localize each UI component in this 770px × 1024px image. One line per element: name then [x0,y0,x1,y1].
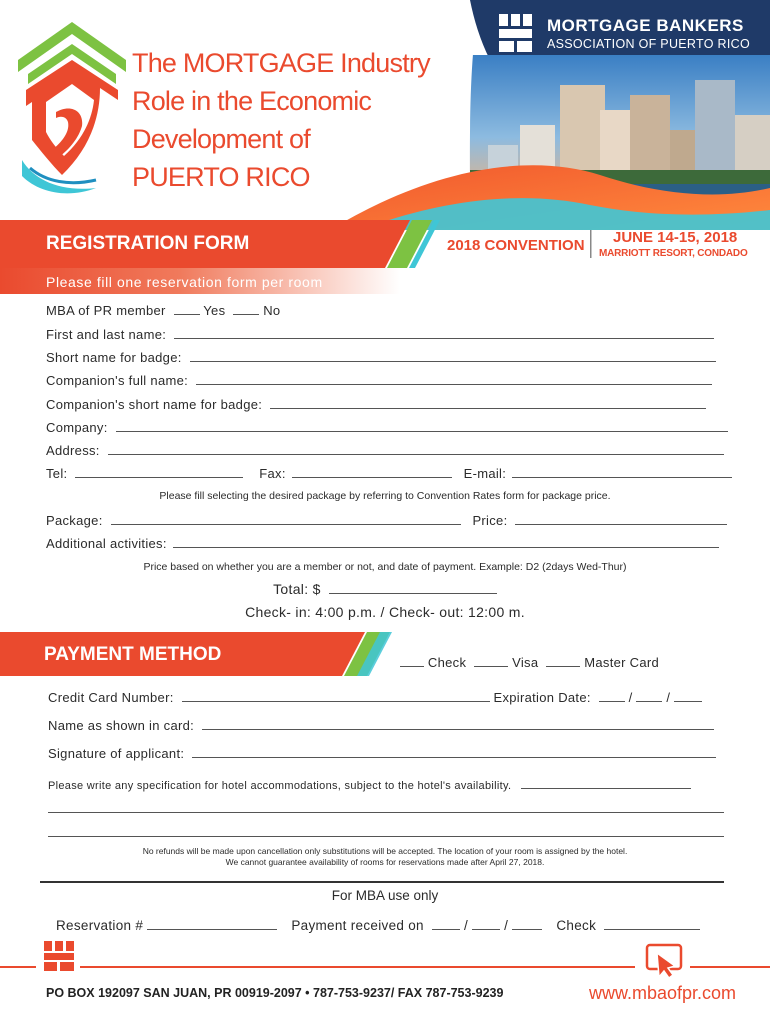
checkin-info: Check- in: 4:00 p.m. / Check- out: 12:00 m. [245,604,525,620]
companion-badge-row [46,396,706,412]
footer-mba-icon [44,941,74,971]
signature-label: Signature of applicant: [48,746,185,761]
title-line-3: Development of [132,124,310,154]
hotel-spec-label: Please write any specification for hotel accommodations, subject to the hotel's availability. [48,780,512,792]
org-name-line1: MORTGAGE BANKERS [547,16,744,35]
payment-type-row [400,654,659,670]
footer-line-main [80,966,635,968]
total-field[interactable] [329,581,497,594]
exp-separator-1: / [628,690,633,705]
additional-field[interactable] [173,535,719,548]
registration-form-label: REGISTRATION FORM [46,233,250,254]
visa-option-label: Visa [512,655,539,670]
name-on-card-label: Name as shown in card: [48,718,195,733]
package-note: Please fill selecting the desired package by referring to Convention Rates form for package price. [159,490,611,502]
check-option-field[interactable] [400,654,424,667]
office-check-field[interactable] [604,917,700,930]
footer-address: PO BOX 192097 SAN JUAN, PR 00919-2097 • 787-753-9237/ FAX 787-753-9239 [46,986,504,1000]
title-line-2: Role in the Economic [132,86,372,116]
total-label: Total: $ [273,581,321,597]
website-link[interactable]: www.mbaofpr.com [589,983,737,1003]
office-check-label: Check [556,918,597,933]
companion-badge-field[interactable] [270,396,706,409]
hotel-spec-line-2[interactable] [48,800,724,813]
badge-label: Short name for badge: [46,350,182,365]
companion-field[interactable] [196,372,712,385]
price-note: Price based on whether you are a member or not, and date of payment. Example: D2 (2days Wed-Thur) [143,561,627,573]
event-title [132,44,430,196]
company-field[interactable] [116,419,728,432]
first-last-row [46,326,714,342]
member-yes-field[interactable] [174,302,200,315]
expiration-month-field[interactable] [599,689,625,702]
exp-separator-2: / [666,690,671,705]
check-option-label: Check [427,655,467,670]
office-divider [40,881,724,883]
contact-row [46,465,732,481]
name-on-card-field[interactable] [202,717,714,730]
hotel-spec-line-3[interactable] [48,824,724,837]
office-row [56,917,700,933]
hotel-spec-row [48,776,691,792]
tel-field[interactable] [75,465,243,478]
mba-logo-text [547,16,750,51]
signature-field[interactable] [192,745,716,758]
tel-label: Tel: [46,466,68,481]
refund-policy-1: No refunds will be made upon cancellation only substitutions will be accepted. The location of your room is assigned by the hotel. [142,846,628,856]
expiration-label: Expiration Date: [493,690,591,705]
house-logo-icon [18,22,126,193]
event-dates: JUNE 14-15, 2018 [613,229,738,246]
visa-option-field[interactable] [474,654,508,667]
address-field[interactable] [108,442,724,455]
badge-field[interactable] [190,349,716,362]
title-line-1: The MORTGAGE Industry [132,48,430,78]
first-last-label: First and last name: [46,327,167,342]
card-number-row [48,689,702,705]
address-label: Address: [46,443,100,458]
expiration-day-field[interactable] [636,689,662,702]
member-label: MBA of PR member [46,303,166,318]
member-yes-label: Yes [203,303,226,318]
payment-received-label: Payment received on [291,918,424,933]
company-label: Company: [46,420,108,435]
expiration-year-field[interactable] [674,689,702,702]
total-row [0,581,770,597]
companion-row [46,372,712,388]
company-row [46,419,728,435]
member-row [46,302,280,318]
package-row [46,512,727,528]
payment-sep-2: / [504,918,509,933]
form-subtitle: Please fill one reservation form per room [46,274,323,290]
additional-label: Additional activities: [46,536,167,551]
companion-label: Companion's full name: [46,373,189,388]
email-field[interactable] [512,465,732,478]
card-number-field[interactable] [182,689,490,702]
companion-badge-label: Companion's short name for badge: [46,397,263,412]
signature-row [48,745,716,761]
member-no-label: No [263,303,281,318]
hotel-spec-field[interactable] [521,776,691,789]
convention-label: 2018 CONVENTION [447,237,585,254]
badge-row [46,349,716,365]
address-row [46,442,724,458]
member-no-field[interactable] [233,302,259,315]
reservation-field[interactable] [147,917,277,930]
mastercard-option-label: Master Card [584,655,660,670]
refund-policy-2: We cannot guarantee availability of rooms for reservations made after April 27, 2018. [225,857,545,867]
title-line-4: PUERTO RICO [132,162,310,192]
event-venue: MARRIOTT RESORT, CONDADO [599,248,748,259]
name-on-card-row [48,717,714,733]
payment-method-label: PAYMENT METHOD [44,644,222,665]
card-number-label: Credit Card Number: [48,690,174,705]
additional-row [46,535,719,551]
payment-sep-1: / [463,918,469,933]
mastercard-option-field[interactable] [546,654,580,667]
price-field[interactable] [515,512,727,525]
price-label: Price: [472,513,508,528]
click-icon [645,943,685,979]
email-label: E-mail: [463,466,507,481]
office-heading: For MBA use only [331,888,439,903]
payment-day-field[interactable] [472,917,500,930]
payment-month-field[interactable] [432,917,460,930]
footer-line-right [690,966,770,968]
package-label: Package: [46,513,103,528]
package-field[interactable] [111,512,461,525]
first-last-field[interactable] [174,326,714,339]
payment-year-field[interactable] [512,917,542,930]
reservation-label: Reservation # [56,918,144,933]
org-name-line2: ASSOCIATION OF PUERTO RICO [547,37,750,51]
fax-field[interactable] [292,465,452,478]
footer-line-left [0,966,36,968]
fax-label: Fax: [259,466,286,481]
